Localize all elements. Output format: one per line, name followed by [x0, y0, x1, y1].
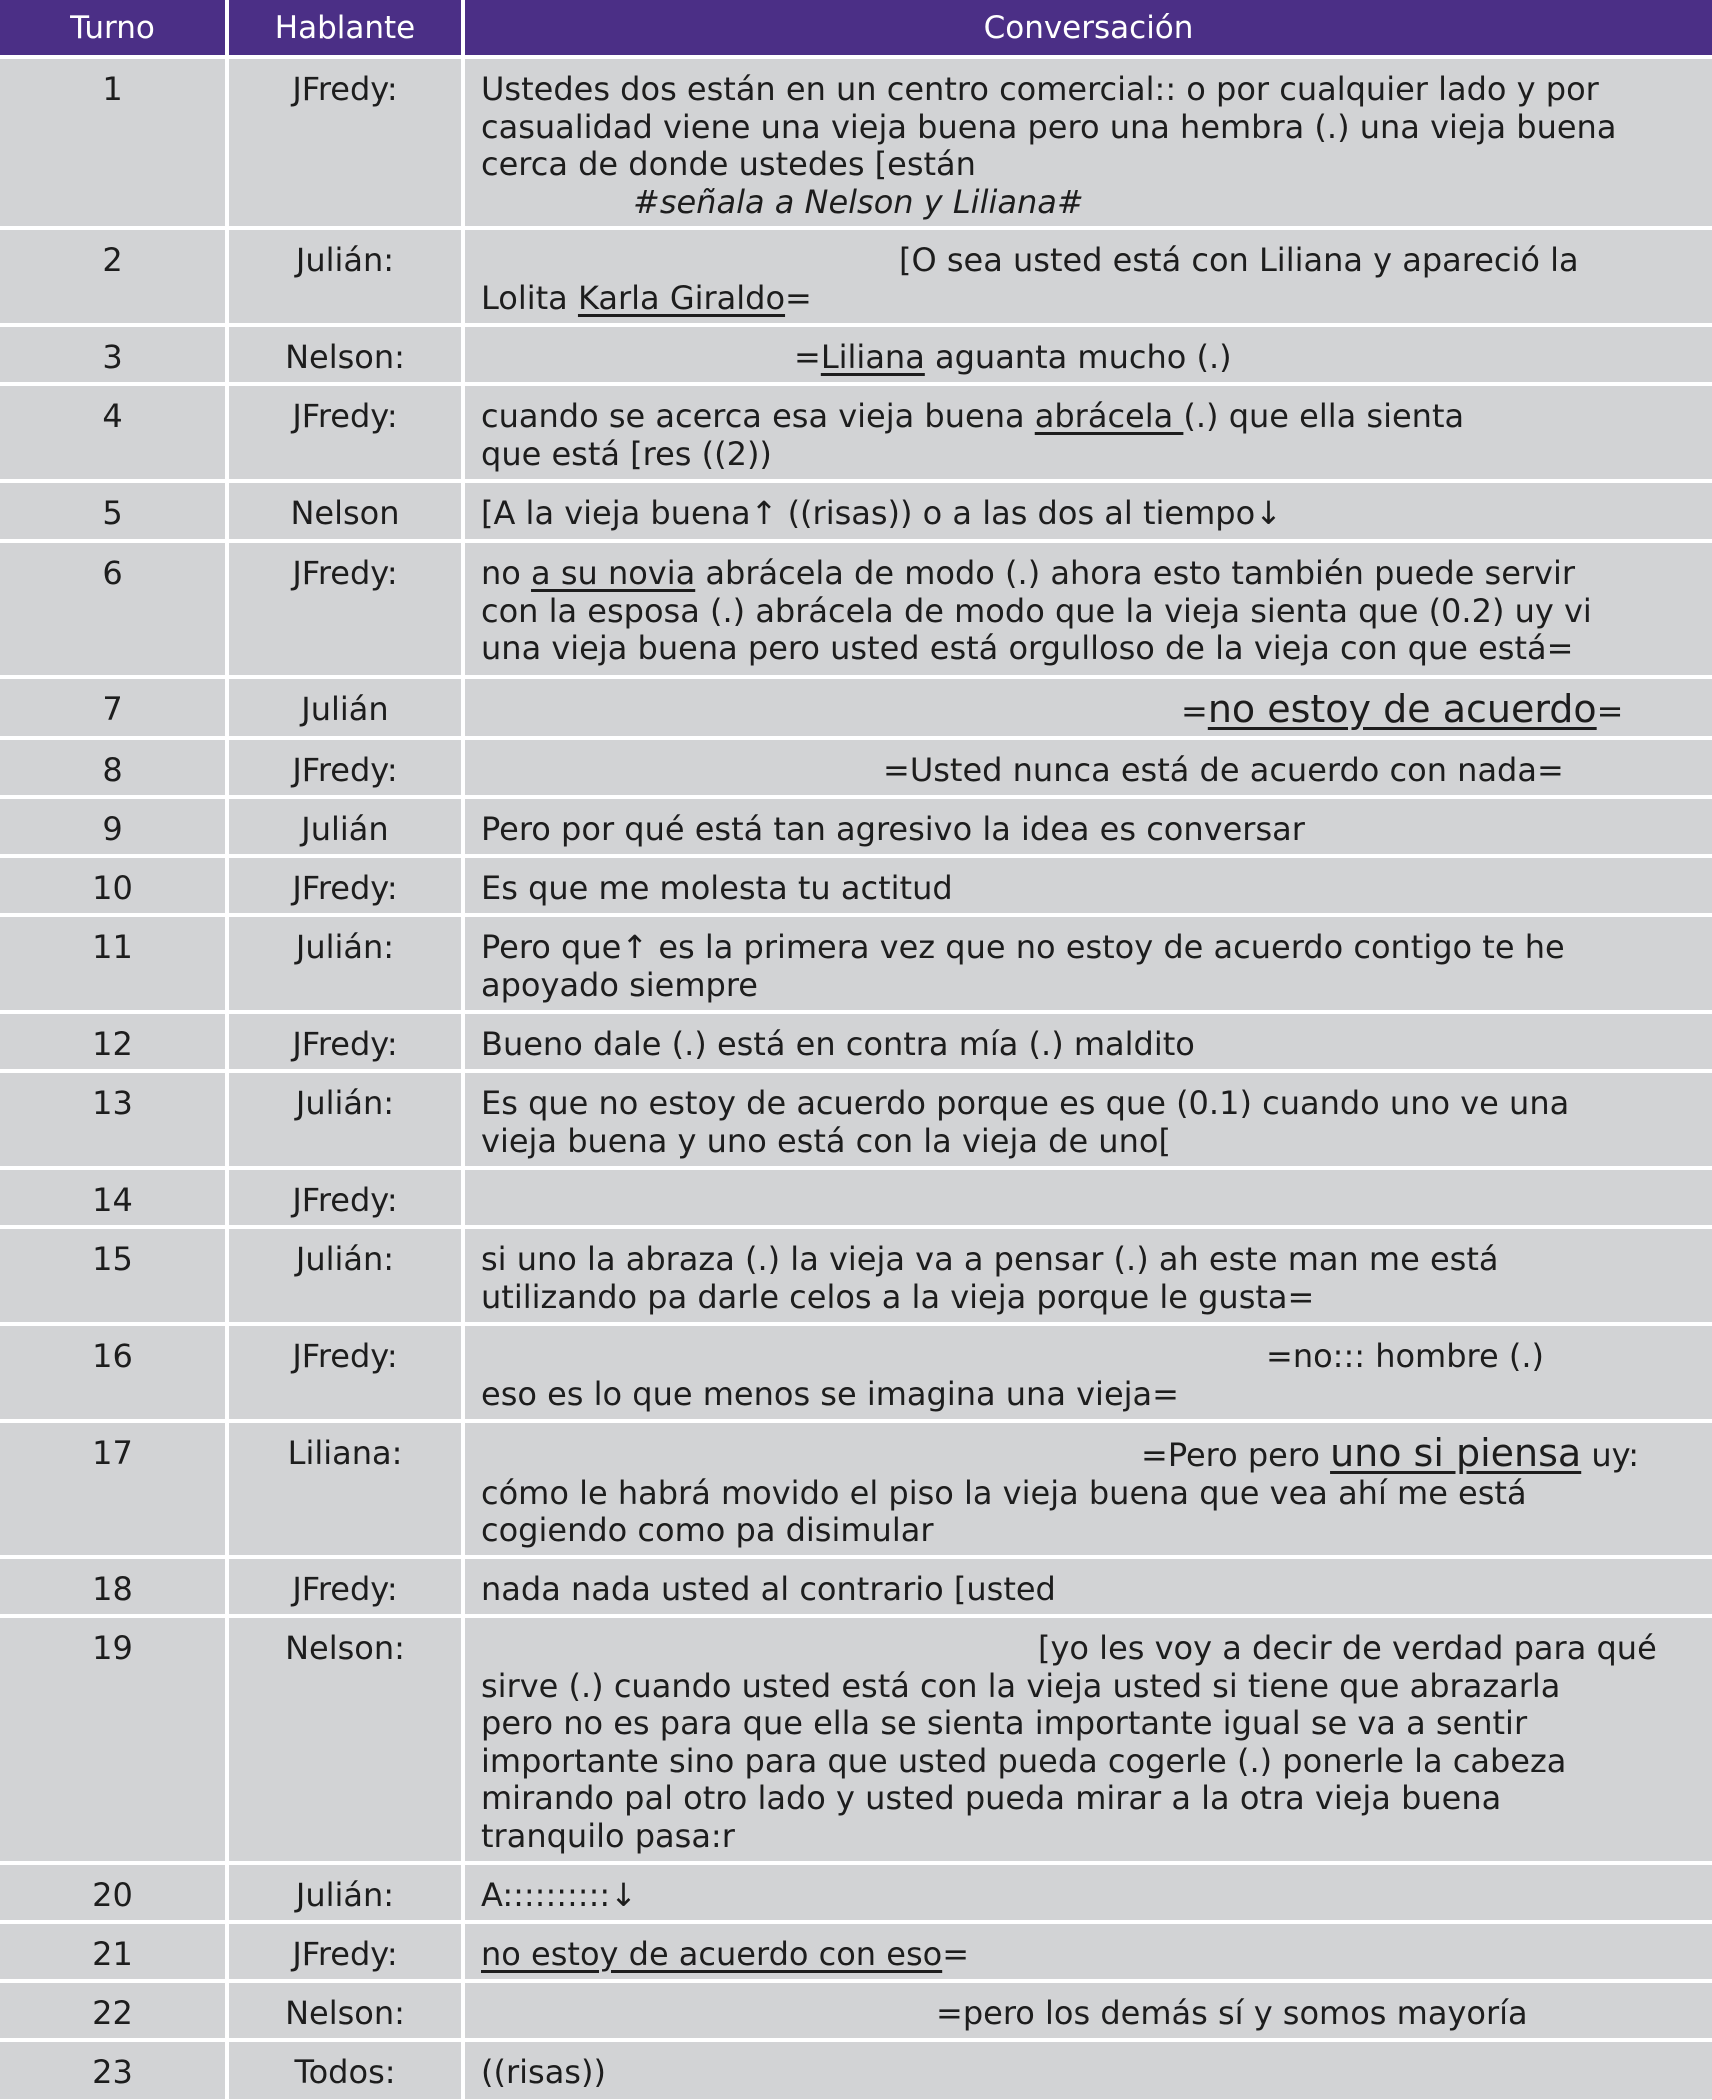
- speaker: Julián:: [227, 1071, 463, 1168]
- speaker: Nelson: [227, 481, 463, 541]
- utterance: A::::::::::↓: [463, 1863, 1712, 1922]
- table-row: [0, 1981, 1712, 2040]
- speaker: JFredy:: [227, 57, 463, 228]
- turn-number: 1: [0, 57, 227, 228]
- utterance: ((risas)): [463, 2040, 1712, 2099]
- turn-number: 12: [0, 1012, 227, 1071]
- utterance: [463, 1421, 1712, 1557]
- utterance-text: =: [785, 278, 812, 317]
- speaker: Nelson:: [227, 1616, 463, 1863]
- speaker: JFredy:: [227, 1557, 463, 1616]
- underlined-text: a su novia: [531, 554, 696, 592]
- header-row: [0, 0, 1712, 57]
- underlined-text: abrácela: [1034, 397, 1184, 435]
- turn-number: 13: [0, 1071, 227, 1168]
- utterance: nada nada usted al contrario [usted: [463, 1557, 1712, 1616]
- table-row: [0, 1922, 1712, 1981]
- utterance: [463, 1168, 1712, 1227]
- utterance: [463, 384, 1712, 481]
- utterance: Pero por qué está tan agresivo la idea es conversar: [463, 797, 1712, 856]
- utterance: [463, 325, 1712, 384]
- table-row: [0, 1227, 1712, 1324]
- header-hablante: Hablante: [227, 0, 463, 57]
- speaker: JFredy:: [227, 541, 463, 677]
- utterance-text: abrácela de modo (.) ahora esto también puede servir con la esposa (.) abrácela de modo que la vieja sienta que (0.2) uy vi una vieja buena pero usted está orgulloso de la vieja con que está=: [481, 554, 1592, 667]
- turn-number: 21: [0, 1922, 227, 1981]
- table-row: [0, 1421, 1712, 1557]
- utterance-text: =no::: hombre (.) eso es lo que menos se imagina una vieja=: [481, 1337, 1544, 1413]
- table-row: [0, 856, 1712, 915]
- underlined-text: no estoy de acuerdo: [1207, 687, 1597, 731]
- turn-number: 15: [0, 1227, 227, 1324]
- speaker: Nelson:: [227, 1981, 463, 2040]
- turn-number: 20: [0, 1863, 227, 1922]
- speaker: JFredy:: [227, 1922, 463, 1981]
- header-conversacion: Conversación: [463, 0, 1712, 57]
- utterance-text: =: [1596, 692, 1624, 730]
- turn-number: 9: [0, 797, 227, 856]
- table-row: [0, 1012, 1712, 1071]
- utterance-text: =pero los demás sí y somos mayoría: [936, 1994, 1528, 2032]
- utterance-text: (.) que ella sienta que está [res ((2)): [481, 397, 1465, 473]
- speaker: JFredy:: [227, 384, 463, 481]
- speaker: Liliana:: [227, 1421, 463, 1557]
- utterance-text: Ustedes dos están en un centro comercial:: o por cualquier lado y por casualidad viene una vieja buena pero una hembra (.) una vieja buena cerca de donde ustedes [están: [481, 70, 1617, 183]
- underlined-text: Liliana: [820, 338, 925, 376]
- turn-number: 6: [0, 541, 227, 677]
- table-row: [0, 677, 1712, 738]
- table-row: [0, 384, 1712, 481]
- underlined-text: uno si piensa: [1330, 1431, 1582, 1475]
- turn-number: 5: [0, 481, 227, 541]
- underlined-text: no estoy de acuerdo con eso: [481, 1935, 943, 1973]
- utterance-text: cuando se acerca esa vieja buena: [481, 397, 1035, 435]
- utterance-text: uy: cómo le habrá movido el piso la vieja buena que vea ahí me está cogiendo como pa disimular: [481, 1436, 1640, 1549]
- turn-number: 23: [0, 2040, 227, 2099]
- utterance-text: =Pero pero: [1141, 1436, 1331, 1474]
- utterance: Es que me molesta tu actitud: [463, 856, 1712, 915]
- turn-number: 14: [0, 1168, 227, 1227]
- table-row: [0, 1863, 1712, 1922]
- utterance: Es que no estoy de acuerdo porque es que (0.1) cuando uno ve una vieja buena y uno está con la vieja de uno[: [463, 1071, 1712, 1168]
- utterance: [463, 677, 1712, 738]
- turn-number: 3: [0, 325, 227, 384]
- utterance: Bueno dale (.) está en contra mía (.) maldito: [463, 1012, 1712, 1071]
- table-row: [0, 2040, 1712, 2099]
- utterance-text: no: [481, 554, 532, 592]
- utterance-text: =Usted nunca está de acuerdo con nada=: [883, 751, 1564, 789]
- utterance: [463, 541, 1712, 677]
- utterance: si uno la abraza (.) la vieja va a pensar (.) ah este man me está utilizando pa darle celos a la vieja porque le gusta=: [463, 1227, 1712, 1324]
- utterance: [463, 57, 1712, 228]
- table-row: [0, 797, 1712, 856]
- utterance: [463, 228, 1712, 325]
- table-row: [0, 1324, 1712, 1421]
- speaker: JFredy:: [227, 1324, 463, 1421]
- utterance-text: =: [942, 1935, 969, 1973]
- utterance: [463, 738, 1712, 797]
- turn-number: 11: [0, 915, 227, 1012]
- speaker: Julián:: [227, 1863, 463, 1922]
- table-row: [0, 1557, 1712, 1616]
- utterance-text: =: [1181, 692, 1208, 730]
- speaker: JFredy:: [227, 856, 463, 915]
- speaker: Julián: [227, 677, 463, 738]
- table-row: [0, 915, 1712, 1012]
- speaker: Julián: [227, 797, 463, 856]
- turn-number: 16: [0, 1324, 227, 1421]
- turn-number: 18: [0, 1557, 227, 1616]
- utterance: Pero que↑ es la primera vez que no estoy de acuerdo contigo te he apoyado siempre: [463, 915, 1712, 1012]
- utterance: [463, 1616, 1712, 1863]
- utterance: [463, 1922, 1712, 1981]
- turn-number: 10: [0, 856, 227, 915]
- utterance: [A la vieja buena↑ ((risas)) o a las dos al tiempo↓: [463, 481, 1712, 541]
- speaker: Julián:: [227, 915, 463, 1012]
- speaker: Julián:: [227, 1227, 463, 1324]
- speaker: Julián:: [227, 228, 463, 325]
- table-row: [0, 738, 1712, 797]
- turn-number: 19: [0, 1616, 227, 1863]
- speaker: Nelson:: [227, 325, 463, 384]
- table-row: [0, 1071, 1712, 1168]
- table-row: [0, 228, 1712, 325]
- speaker: JFredy:: [227, 1168, 463, 1227]
- utterance-text: [O sea usted está con Liliana y apareció la Lolita: [481, 241, 1579, 317]
- table-row: [0, 1616, 1712, 1863]
- turn-number: 4: [0, 384, 227, 481]
- turn-number: 17: [0, 1421, 227, 1557]
- utterance-text: [yo les voy a decir de verdad para qué sirve (.) cuando usted está con la vieja usted si tiene que abrazarla pero no es para que ella se sienta importante igual se va a sentir importante sino para que usted pueda cogerle (.) ponerle la cabeza mirando pal otro lado y usted pueda mirar a la otra vieja buena tranquilo pasa:r: [481, 1629, 1657, 1855]
- turn-number: 22: [0, 1981, 227, 2040]
- speaker: JFredy:: [227, 1012, 463, 1071]
- turn-number: 7: [0, 677, 227, 738]
- turn-number: 2: [0, 228, 227, 325]
- utterance: [463, 1981, 1712, 2040]
- speaker: JFredy:: [227, 738, 463, 797]
- speaker: Todos:: [227, 2040, 463, 2099]
- table-row: [0, 325, 1712, 384]
- underlined-text: Karla Giraldo: [577, 278, 786, 317]
- utterance-text: aguanta mucho (.): [924, 338, 1232, 376]
- utterance-text: =: [794, 338, 821, 376]
- turn-number: 8: [0, 738, 227, 797]
- table-row: [0, 481, 1712, 541]
- utterance: [463, 1324, 1712, 1421]
- table-row: [0, 57, 1712, 228]
- table-row: [0, 541, 1712, 677]
- table-row: [0, 1168, 1712, 1227]
- gesture-note: #señala a Nelson y Liliana#: [633, 182, 1084, 221]
- header-turno: Turno: [0, 0, 227, 57]
